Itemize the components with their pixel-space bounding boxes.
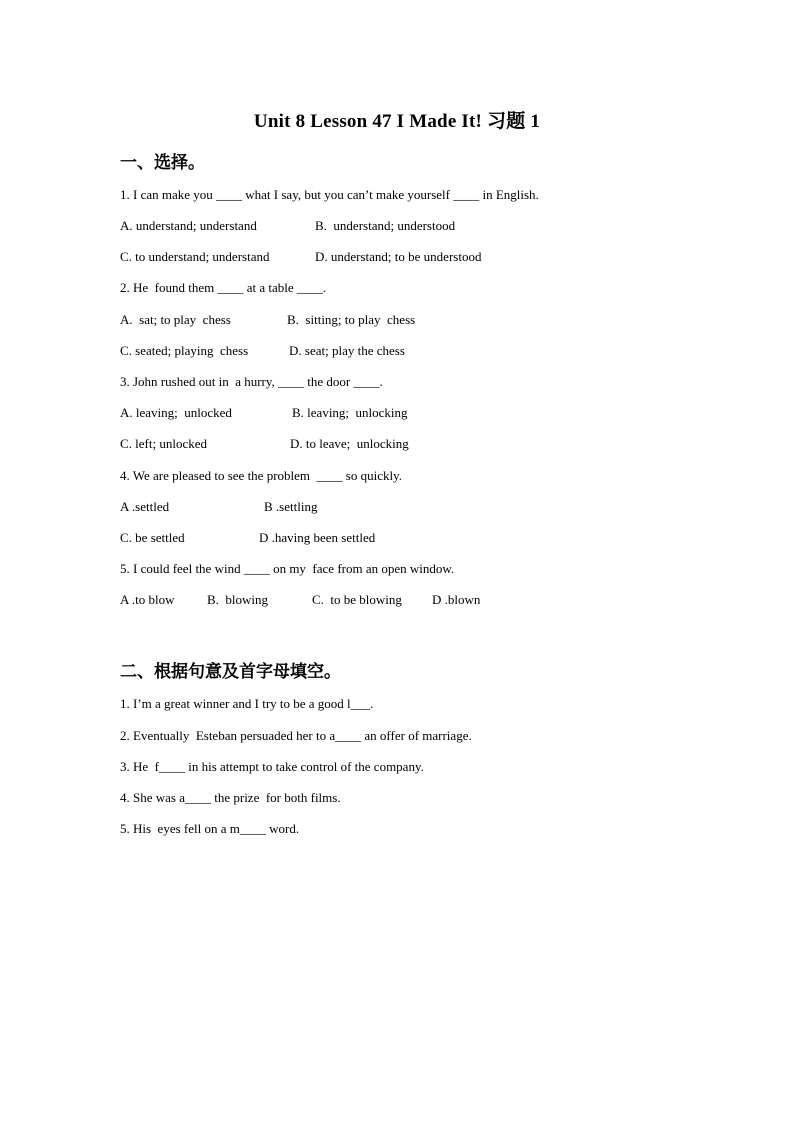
option-c: C. seated; playing chess [120,343,249,358]
fill-in-item: 3. He f____ in his attempt to take control of the company. [120,759,424,774]
question-stem: 4. We are pleased to see the problem ____ so quickly. [120,468,402,483]
section-heading-choice: 一、选择。 [120,153,205,172]
option-a: A. understand; understand [120,218,257,233]
page-title: Unit 8 Lesson 47 I Made It! 习题 1 [253,111,541,132]
question-stem: 5. I could feel the wind ____ on my face from an open window. [120,561,455,576]
question-stem: 2. He found them ____ at a table ____. [120,280,327,295]
option-b: B. blowing [207,592,269,607]
option-b: B. leaving; unlocking [292,405,408,420]
fill-in-item: 2. Eventually Esteban persuaded her to a____ an offer of marriage. [120,728,472,743]
option-b: B. sitting; to play chess [287,312,416,327]
fill-in-item: 4. She was a____ the prize for both films. [120,790,341,805]
option-c: C. to understand; understand [120,249,270,264]
option-c: C. to be blowing [312,592,402,607]
option-a: A. leaving; unlocked [120,405,232,420]
fill-in-item: 5. His eyes fell on a m____ word. [120,821,300,836]
option-d: D .blown [432,592,481,607]
option-d: D .having been settled [259,530,376,545]
option-a: A .settled [120,499,170,514]
option-d: D. to leave; unlocking [290,436,409,451]
option-d: D. seat; play the chess [289,343,405,358]
fill-in-item: 1. I’m a great winner and I try to be a good l___. [120,696,374,711]
option-b: B. understand; understood [315,218,456,233]
option-b: B .settling [264,499,318,514]
option-a: A. sat; to play chess [120,312,231,327]
section-heading-fill-in: 二、根据句意及首字母填空。 [120,662,341,681]
option-c: C. be settled [120,530,185,545]
question-stem: 3. John rushed out in a hurry, ____ the door ____. [120,374,383,389]
option-a: A .to blow [120,592,175,607]
question-stem: 1. I can make you ____ what I say, but you can’t make yourself ____ in English. [120,187,539,202]
option-c: C. left; unlocked [120,436,208,451]
option-d: D. understand; to be understood [315,249,482,264]
